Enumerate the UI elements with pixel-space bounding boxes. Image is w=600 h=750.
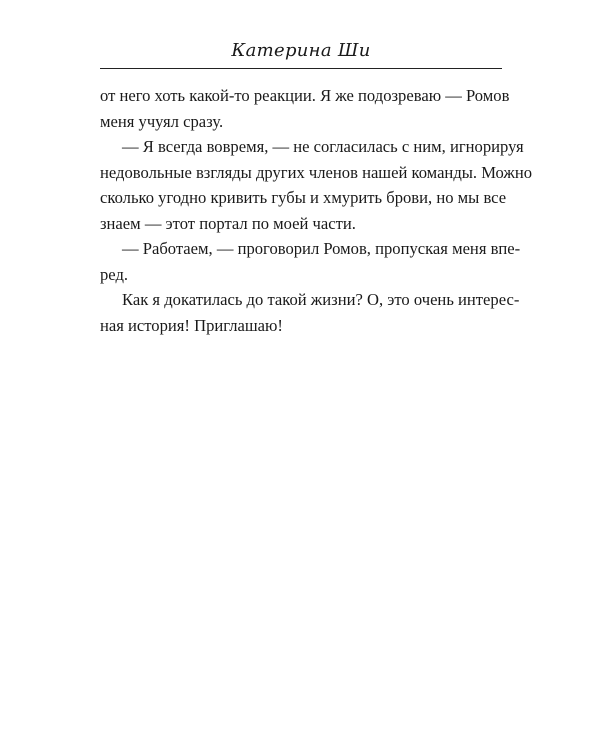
text-line: недовольные взгляды других членов нашей команды. Можно [100,162,533,182]
text-line: ред. [100,264,129,284]
text-line: от него хоть какой-то реакции. Я же подозреваю — Ромов [100,86,510,105]
text-line: — Я всегда вовремя, — не согласилась с ним, игнорируя [122,137,524,156]
text-line: ная история! Приглашаю! [100,315,283,335]
author-name: Катерина Ши [231,40,371,61]
running-header [100,36,502,69]
text-line: меня учуял сразу. [100,111,224,131]
text-line: сколько угодно кривить губы и хмурить брови, но мы все [100,188,507,207]
text-line: Как я докатилась до такой жизни? О, это очень интерес- [122,290,520,309]
page-body [100,83,533,338]
text-line: — Работаем, — проговорил Ромов, пропуская меня впе- [122,239,521,258]
text-line: знаем — этот портал по моей части. [100,213,356,233]
